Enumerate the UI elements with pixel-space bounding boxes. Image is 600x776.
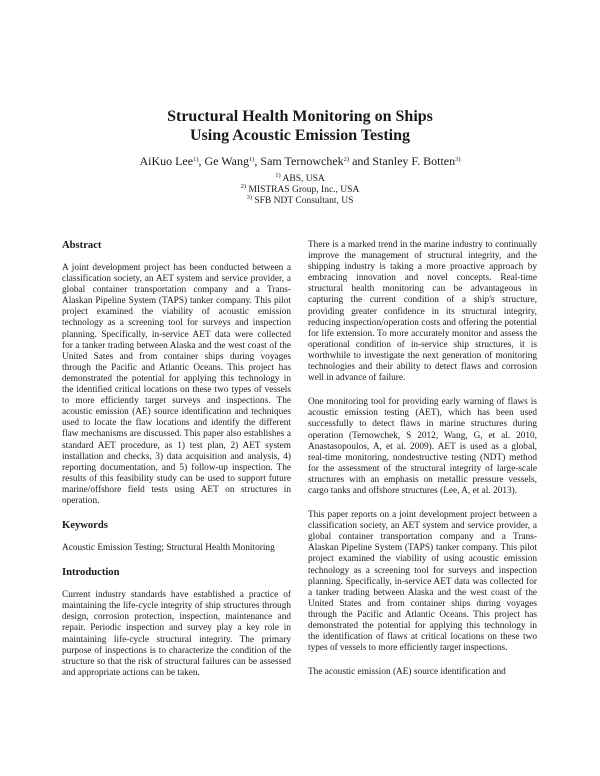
body-paragraph: This paper reports on a joint development project between a classification society, an AET system and service provider, a global container transportation company and a Trans-Alaskan Pipeline System (TAPS) tanker company. This pilot project examined the viability of using acoustic emission technology as a screening tool for surveys and inspection planning. Specifically, in-service AET data was collected for a tanker trading between Alaska and the west coast of the United States and from container ships during voyages through the Pacific and Atlantic Oceans. This project has demonstrated the potential for applying this technology in the identification of flaws at critical locations on these two types of vessels to more efficiently target inspections.	[308, 510, 537, 654]
affiliation-text: ABS, USA	[282, 174, 325, 184]
keywords-paragraph: Acoustic Emission Testing; Structural Health Monitoring	[62, 543, 275, 554]
author-list	[0, 154, 600, 169]
abstract-heading: Abstract	[62, 240, 102, 251]
author-name: Ge Wang	[204, 154, 249, 168]
introduction-paragraph: Current industry standards have established a practice of maintaining the life-cycle integrity of ship structures through design, corrosion protection, inspection, maintenance and repair. Periodic inspection and survey play a key role in maintaining life-cycle structural integrity. The primary purpose of inspections is to characterize the condition of the structure so that the risk of structural failures can be assessed and appropriate actions can be taken.	[62, 590, 291, 678]
affiliation-text: SFB NDT Consultant, US	[254, 196, 354, 207]
affiliation-list	[0, 174, 600, 208]
introduction-heading: Introduction	[62, 567, 120, 579]
right-column	[308, 240, 537, 691]
author-separator: and	[349, 154, 373, 168]
author-name: Stanley F. Botten	[372, 154, 456, 168]
author-affiliation-mark: 1)	[248, 156, 255, 163]
author-separator: ,	[198, 154, 205, 168]
affiliation-mark: 1)	[275, 172, 281, 179]
author-separator: ,	[254, 154, 261, 168]
abstract-paragraph: A joint development project has been conducted between a classification society, an AET system and service provider, a global container transportation company and a Trans-Alaskan Pipeline System (TAPS) tanker company. This pilot project examined the viability of acoustic emission technology as a screening tool for surveys and inspection planning. Specifically, in-service AET data were collected for a tanker trading between Alaska and the west coast of the United Sates and from container ships during voyages through the Pacific and Atlantic Oceans. This project has demonstrated the potential for applying this technology in the identified critical locations on these two types of vessels to more efficiently target surveys and inspections. The acoustic emission (AE) source identification and techniques used to locate the flaw locations and identify the different flaw mechanisms are discussed. This paper also establishes a standard AET procedure, as 1) test plan, 2) AET system installation and checks, 3) data acquisition and analysis, 4) reporting documentation, and 5) follow-up inspection. The results of this feasibility study can be used to support future marine/offshore field tests using AET on structures in operation.	[62, 263, 291, 506]
body-paragraph: The acoustic emission (AE) source identification and	[308, 667, 506, 678]
body-paragraph: One monitoring tool for providing early warning of flaws is acoustic emission testing (AET), which has been used successfully to detect flaws in marine structures during operation (Ternowchek, S 2012, Wang, G, et al. 2010, Anastasopoulos, A, et al. 2009). AET is used as a global, real-time monitoring, nondestructive testing (NDT) method for the assessment of the structural integrity of large-scale structures with an emphasis on metallic pressure vessels, cargo tanks and offshore structures (Lee, A, et al. 2013).	[308, 397, 537, 496]
affiliation-item	[0, 185, 600, 196]
affiliation-item	[0, 174, 600, 185]
body-paragraph: There is a marked trend in the marine industry to continually improve the management of structural integrity, and the shipping industry is taking a more proactive approach by embracing innovation and novel concepts. Real-time structural health monitoring can be advantageous in capturing the current condition of a ship's structure, providing greater confidence in its structural integrity, reducing inspection/operation costs and offering the potential for life extension. To more accurately monitor and assess the operational condition of in-service ship structures, it is worthwhile to investigate the next generation of monitoring technologies and their ability to detect flaws and corrosion well in advance of failure.	[308, 240, 537, 384]
author-affiliation-mark: 1)	[193, 156, 199, 163]
affiliation-item	[0, 196, 600, 207]
author-affiliation-mark: 3)	[455, 156, 461, 163]
author-name: Sam Ternowchek	[260, 154, 344, 168]
affiliation-mark: 3)	[246, 194, 252, 202]
affiliation-mark: 2)	[240, 183, 247, 191]
author-name: AiKuo Lee	[139, 154, 194, 168]
paper-title	[0, 107, 600, 145]
author-affiliation-mark: 2)	[343, 156, 350, 163]
affiliation-text: MISTRAS Group, Inc., USA	[248, 185, 360, 196]
title-line-1: Structural Health Monitoring on Ships	[167, 108, 433, 125]
keywords-heading: Keywords	[62, 520, 108, 532]
title-line-2: Using Acoustic Emission Testing	[189, 127, 411, 144]
left-column	[62, 240, 291, 692]
